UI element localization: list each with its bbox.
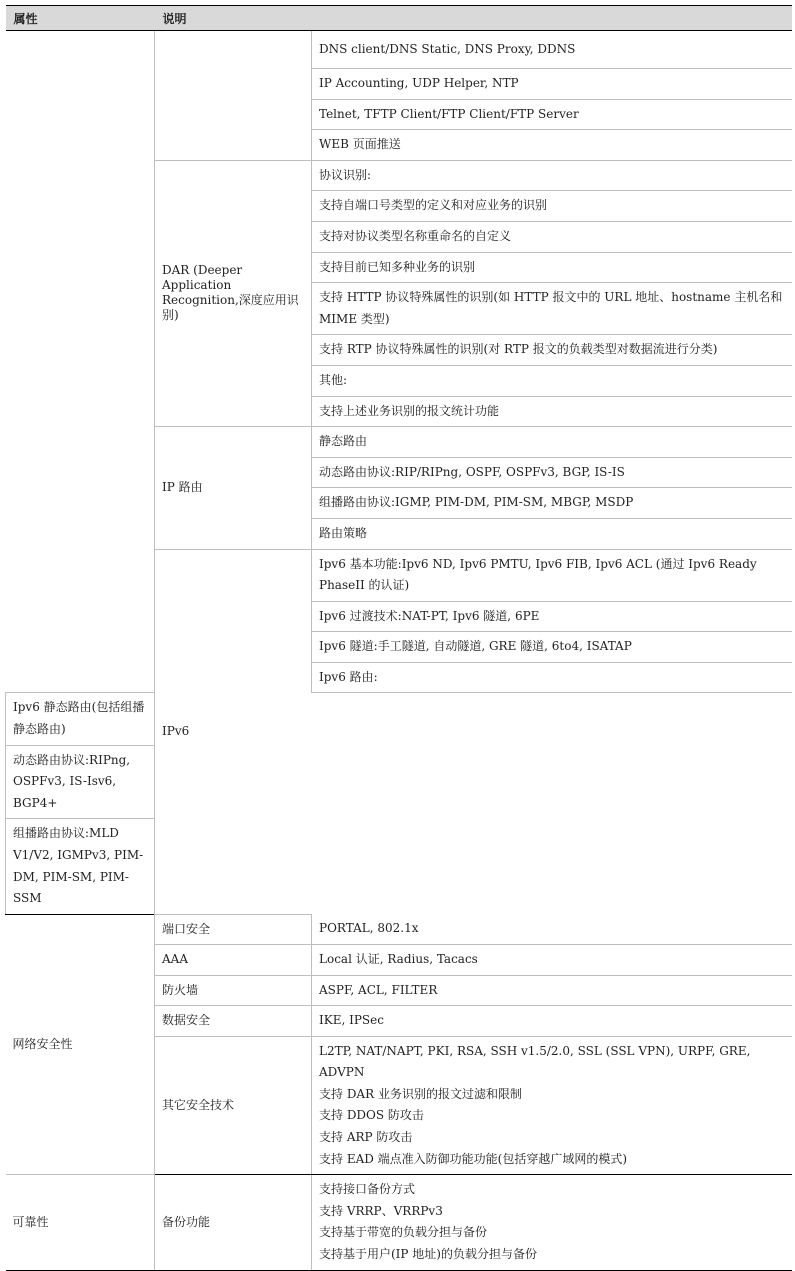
attribute-cell xyxy=(6,31,155,693)
description-cell xyxy=(312,335,792,366)
description-line: 支持 DAR 业务识别的报文过滤和限制 xyxy=(319,1086,522,1101)
description-cell xyxy=(312,69,792,100)
description-cell xyxy=(312,427,792,458)
category-cell: IPv6 xyxy=(155,549,312,914)
description-line: Ipv6 静态路由(包括组播静态路由) xyxy=(13,700,145,737)
category-cell: AAA xyxy=(155,944,312,975)
description-line: IKE, IPSec xyxy=(319,1013,384,1028)
description-line: 静态路由 xyxy=(319,434,368,449)
description-line: 支持 VRRP、VRRPv3 xyxy=(319,1203,443,1218)
description-line: 支持基于带宽的负载分担与备份 xyxy=(319,1225,488,1240)
description-line: 支持 ARP 防攻击 xyxy=(319,1130,413,1145)
description-line: 支持接口备份方式 xyxy=(319,1182,416,1197)
spec-body xyxy=(6,31,792,1271)
category-cell: 其它安全技术 xyxy=(155,1036,312,1175)
description-line: 支持对协议类型名称重命名的自定义 xyxy=(319,228,512,243)
description-cell xyxy=(312,31,792,69)
category-cell: 防火墙 xyxy=(155,975,312,1006)
category-cell: IP 路由 xyxy=(155,427,312,549)
description-line: 支持 DDOS 防攻击 xyxy=(319,1108,424,1123)
category-cell: 数据安全 xyxy=(155,1006,312,1037)
description-line: 动态路由协议:RIP/RIPng, OSPF, OSPFv3, BGP, IS-IS xyxy=(319,464,625,479)
description-cell xyxy=(312,549,792,601)
description-line: 支持自端口号类型的定义和对应业务的识别 xyxy=(319,198,548,213)
table-row xyxy=(6,1175,792,1270)
description-line: 支持 RTP 协议特殊属性的识别(对 RTP 报文的负载类型对数据流进行分类) xyxy=(319,342,718,357)
description-line: PORTAL, 802.1x xyxy=(319,921,419,936)
description-line: 其他: xyxy=(319,372,348,387)
description-cell xyxy=(312,632,792,663)
description-cell xyxy=(312,488,792,519)
description-line: 支持上述业务识别的报文统计功能 xyxy=(319,403,500,418)
description-cell xyxy=(312,944,792,975)
description-line: 组播路由协议:IGMP, PIM-DM, PIM-SM, MBGP, MSDP xyxy=(319,495,634,510)
table-row xyxy=(6,819,792,914)
description-line: L2TP, NAT/NAPT, PKI, RSA, SSH v1.5/2.0, SSL (SSL VPN), URPF, GRE, ADVPN xyxy=(319,1043,751,1080)
attribute-cell: 网络安全性 xyxy=(6,914,155,1174)
category-cell: 端口安全 xyxy=(155,914,312,944)
description-line: ASPF, ACL, FILTER xyxy=(319,982,438,997)
description-cell xyxy=(312,662,792,693)
description-line: 支持基于用户(IP 地址)的负载分担与备份 xyxy=(319,1247,537,1262)
description-cell xyxy=(312,130,792,161)
description-line: 支持 HTTP 协议特殊属性的识别(如 HTTP 报文中的 URL 地址、hostname 主机名和 MIME 类型) xyxy=(319,290,783,326)
description-cell xyxy=(312,457,792,488)
description-cell xyxy=(312,1036,792,1175)
description-line: Ipv6 基本功能:Ipv6 ND, Ipv6 PMTU, Ipv6 FIB, Ipv6 ACL (通过 Ipv6 Ready PhaseII 的认证) xyxy=(319,556,757,593)
description-line: Ipv6 路由: xyxy=(319,669,378,684)
description-cell xyxy=(312,99,792,130)
category-cell xyxy=(155,31,312,161)
description-cell xyxy=(312,1006,792,1037)
description-cell xyxy=(312,975,792,1006)
description-line: 支持 EAD 端点准入防御功能功能(包括穿越广域网的模式) xyxy=(319,1151,628,1166)
description-cell xyxy=(312,221,792,252)
description-line: IP Accounting, UDP Helper, NTP xyxy=(319,76,519,90)
description-cell xyxy=(312,396,792,427)
header-description: 说明 xyxy=(155,6,792,31)
attribute-cell: 可靠性 xyxy=(6,1175,155,1270)
description-cell xyxy=(6,819,155,914)
spec-table xyxy=(5,5,792,1271)
description-line: 动态路由协议:RIPng, OSPFv3, IS-Isv6, BGP4+ xyxy=(13,752,131,810)
description-cell xyxy=(6,745,155,819)
description-cell xyxy=(312,365,792,396)
category-cell: 备份功能 xyxy=(155,1175,312,1270)
description-cell xyxy=(312,1175,792,1270)
description-line: 路由策略 xyxy=(319,525,368,540)
description-line: DNS client/DNS Static, DNS Proxy, DDNS xyxy=(319,41,576,56)
description-line: 支持目前已知多种业务的识别 xyxy=(319,259,476,274)
table-row xyxy=(6,745,792,819)
table-row xyxy=(6,693,792,745)
description-cell xyxy=(6,693,155,745)
description-line: 组播路由协议:MLD V1/V2, IGMPv3, PIM-DM, PIM-SM, PIM-SSM xyxy=(13,826,144,906)
header-attribute: 属性 xyxy=(6,6,155,31)
table-row xyxy=(6,914,792,944)
description-cell xyxy=(312,160,792,191)
description-line: 协议识别: xyxy=(319,167,372,182)
description-cell xyxy=(312,191,792,222)
description-line: WEB 页面推送 xyxy=(319,137,401,152)
table-row xyxy=(6,31,792,69)
category-cell: DAR (Deeper Application Recognition,深度应用识别) xyxy=(155,160,312,426)
description-cell xyxy=(312,914,792,944)
description-cell xyxy=(312,283,792,335)
description-line: Ipv6 隧道:手工隧道, 自动隧道, GRE 隧道, 6to4, ISATAP xyxy=(319,639,632,654)
description-cell xyxy=(312,252,792,283)
description-cell xyxy=(312,601,792,632)
description-cell xyxy=(312,518,792,549)
description-line: Local 认证, Radius, Tacacs xyxy=(319,951,478,966)
description-line: Telnet, TFTP Client/FTP Client/FTP Server xyxy=(319,106,579,121)
description-line: Ipv6 过渡技术:NAT-PT, Ipv6 隧道, 6PE xyxy=(319,608,540,623)
header-row xyxy=(6,6,792,31)
